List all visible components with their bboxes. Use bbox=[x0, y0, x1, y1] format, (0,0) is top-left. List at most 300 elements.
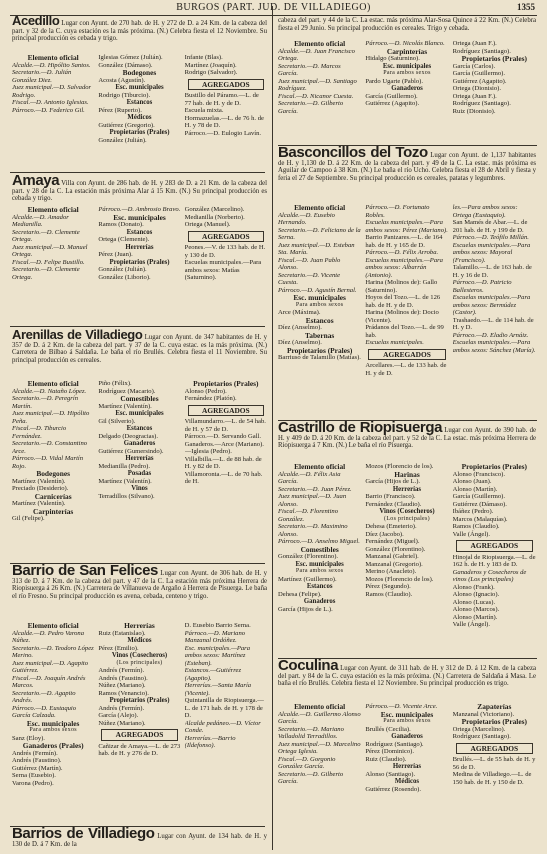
col-1 bbox=[278, 463, 361, 655]
entry-title: Arenillas de Villadiego bbox=[12, 327, 143, 342]
entry-intro: cabeza del part. y 44 de la C. La estac. más próxima Alar-Sosa Quince á 22 Km. (N.) Celebra fiesta el 29 Junio. Su principal producción es cereales. Trigo y cebada. bbox=[278, 17, 536, 32]
subheading: Elemento oficial bbox=[27, 380, 79, 388]
line: Martínez (Valentín). bbox=[12, 477, 66, 485]
line: Ortega (Juan F.). bbox=[452, 92, 497, 100]
line: Escuela mixta. bbox=[184, 107, 224, 114]
subheading: Esc. municipales bbox=[115, 410, 164, 417]
subheading: Esc. municipales bbox=[113, 212, 166, 222]
subheading: Estancos bbox=[126, 99, 153, 106]
line: Andrés (Fermín). bbox=[98, 704, 145, 712]
line: Alonso (Martín). bbox=[452, 485, 498, 493]
col-3 bbox=[453, 703, 536, 851]
col-2 bbox=[365, 40, 448, 142]
line: Secretario.—D. Juan Pérez. bbox=[278, 485, 352, 493]
line: Alonso (Santiago). bbox=[365, 770, 416, 778]
line: Fiscal.—D. Juan Pablo Alonso. bbox=[278, 256, 341, 271]
line: Rodrigo (Salvador). bbox=[184, 69, 238, 76]
line: Escuelas municipales.—Para ambos sexos: Mayoral (Francisco). bbox=[452, 241, 531, 264]
line: Pérez (Segundo). bbox=[365, 583, 411, 590]
line: Ganaderos y Cosecheros de vinos (Los principales) bbox=[452, 568, 527, 583]
line: Párroco.—D. Federico Gil. bbox=[12, 106, 85, 114]
coculina-columns bbox=[278, 703, 536, 851]
page-number: 1355 bbox=[517, 2, 535, 12]
subheading: Propietarios (Prales) bbox=[109, 697, 170, 704]
subheading: Herrerías bbox=[392, 485, 422, 493]
subheading: Carnicerías bbox=[34, 491, 72, 501]
entry-title: Basconcillos del Tozo bbox=[278, 144, 428, 161]
line: Preciado (Desiderio). bbox=[12, 485, 69, 492]
line: Gutiérrez (Martín). bbox=[12, 764, 63, 772]
line: Párroco.—D. Ambrosio Bravo. bbox=[98, 206, 181, 213]
line: Martínez (Valentín). bbox=[98, 477, 152, 485]
line: Fiscal.—D. Joaquín Andrés Marcos. bbox=[12, 674, 86, 689]
line: Manzanal (Gregorio). bbox=[365, 560, 423, 568]
line: Martínez (Valentín). bbox=[12, 500, 66, 507]
entry-san-felices bbox=[12, 562, 268, 600]
line: Alonso (Pedro). bbox=[184, 387, 227, 395]
entry-title: Acedillo bbox=[12, 13, 60, 28]
subheading: Zapaterías bbox=[477, 703, 512, 711]
line: Ortega (Clemente). bbox=[98, 236, 150, 243]
line: Hinojal de Riopisuerga.—L. de 162 h. de H. y 183 de D. bbox=[452, 553, 536, 568]
line: D. Eusebio Barrio Serna. bbox=[184, 622, 251, 629]
subheading: Bodegones bbox=[122, 68, 157, 77]
line: Párroco.—D. Nicolás Blanco. bbox=[365, 40, 445, 47]
line: Medianilla (Norberto). bbox=[184, 213, 245, 221]
subheading: Elemento oficial bbox=[27, 54, 79, 62]
line: Secretario.—D. Vicente Cuesta. bbox=[278, 271, 341, 286]
line: Fernández (Platón). bbox=[184, 395, 237, 402]
subheading: Médicos bbox=[394, 778, 420, 785]
line: Ruiz (Claudio). bbox=[365, 755, 407, 763]
subheading: Herrerías bbox=[125, 455, 154, 462]
subheading: Carpinterías bbox=[33, 506, 74, 516]
line: Ganaderos.—Arce (Mariano).—Iglesia (Pedro). bbox=[184, 440, 264, 455]
entry-amaya bbox=[12, 172, 267, 203]
subheading: Ganaderos bbox=[303, 598, 336, 605]
line: Ortega (Dionisio). bbox=[452, 85, 501, 92]
line: Ortega (Manuel). bbox=[184, 221, 231, 228]
entry-title: Barrio de San Felices bbox=[12, 562, 158, 579]
subheading: Elemento oficial bbox=[27, 206, 79, 214]
subheading: Vinos bbox=[131, 485, 148, 492]
line: Andrés (Faustino). bbox=[12, 757, 62, 764]
subheading: Ganaderos (Prales) bbox=[22, 741, 84, 750]
line: Andrés (Fermín). bbox=[98, 667, 145, 674]
subheading: Propietarios (Prales) bbox=[461, 54, 527, 63]
line: Alcalde.—D. Juan Francisco Ortega. bbox=[278, 47, 355, 62]
line: Fiscal.—D. Tiburcio Fernández. bbox=[12, 425, 67, 440]
line: Gutiérrez (Gumersindo). bbox=[98, 447, 164, 455]
line: Hoyos del Tozo.—L. de 126 hab. de H. y de D. bbox=[365, 294, 441, 309]
line: Ramos (Claudio). bbox=[452, 523, 500, 530]
line: González (Julián). bbox=[98, 266, 147, 273]
line: Fiscal.—D. Nicanor Cuesta. bbox=[278, 92, 354, 100]
line: Piño (Félix). bbox=[98, 380, 132, 387]
subheading: Ganaderos bbox=[391, 85, 423, 92]
line: Escuelas municipales.—Para ambos sexos: Albarrán (Antonio). bbox=[365, 256, 443, 279]
line: García (Hijos de L.). bbox=[365, 478, 421, 485]
subheading: Carpinterías bbox=[386, 46, 428, 56]
line: Merino (Anacleto). bbox=[365, 568, 417, 575]
col-2 bbox=[98, 54, 180, 169]
line: Brullés.—L. de 55 hab. de H. y 56 de D. bbox=[452, 756, 536, 771]
line: Ramos (Claudio). bbox=[365, 590, 413, 598]
line: Mozos (Florencio de los). bbox=[365, 575, 434, 583]
line: Ruiz (Estanislao). bbox=[98, 629, 146, 637]
col-1 bbox=[12, 380, 94, 560]
agregados-heading: AGREGADOS bbox=[101, 729, 177, 741]
column-divider bbox=[272, 6, 273, 850]
line: Fiscal.—D. Antonio Iglesias. bbox=[12, 99, 89, 106]
line: Secretario.—D. Teodoro López Merino. bbox=[12, 644, 94, 659]
subheading: Propietarios (Prales) bbox=[109, 129, 170, 136]
line: Alonso (Marcos). bbox=[452, 606, 500, 613]
entry-title: Castrillo de Riopisuerga bbox=[278, 419, 443, 436]
line: Mozos (Florencio de los). bbox=[365, 463, 434, 470]
line: Brullés (Cecilia). bbox=[365, 725, 411, 733]
subheading: Elemento oficial bbox=[294, 204, 346, 212]
line: Fiscal.—D. Florentino González. bbox=[278, 508, 339, 523]
subheading: Posadas bbox=[127, 470, 152, 477]
line: Rodríguez (Santiago). bbox=[452, 100, 511, 107]
line: Alcalde.—D. Nataño López. bbox=[12, 387, 87, 395]
subheading: Elemento oficial bbox=[294, 463, 346, 471]
line: Escuelas municipales.—Para ambos sexos: Matías (Saturnino). bbox=[184, 259, 262, 281]
subheading: Esc. municipales bbox=[380, 709, 434, 719]
agregados-heading: AGREGADOS bbox=[456, 540, 533, 552]
line: Párroco.—D. Patricio Ballesteros. bbox=[452, 279, 512, 294]
line: Medina de Villadiego.—L. de 150 hab. de H. y 150 de D. bbox=[452, 771, 532, 786]
line: Martínez (Valentín). bbox=[98, 402, 152, 410]
subheading: Herrerías bbox=[125, 243, 154, 251]
line: Gutiérrez (Gregorio). bbox=[98, 121, 155, 129]
col-1 bbox=[12, 622, 94, 824]
subheading: Bodegones bbox=[36, 469, 70, 478]
line: Juez municipal.—D. Santiago Rodríguez. bbox=[278, 77, 357, 92]
line: Arcellares.—L. de 133 hab. de H. y de D. bbox=[365, 362, 447, 377]
subheading: Harinas bbox=[394, 469, 420, 479]
arenillas-columns bbox=[12, 380, 267, 560]
subheading: Propietarios (Prales) bbox=[193, 380, 259, 388]
line: Párroco.—D. Agustín Bernal. bbox=[278, 286, 357, 294]
line: Fiscal.—D. Gorgonio González García. bbox=[278, 755, 336, 770]
line: Martínez (Joaquín). bbox=[184, 61, 237, 69]
line: Trashaedo.—L. de 114 hab. de H. y D. bbox=[452, 316, 534, 331]
col-1 bbox=[278, 40, 361, 142]
line: Juez municipal.—D. Hipólito Peña. bbox=[12, 410, 90, 425]
col-2 bbox=[98, 622, 180, 824]
line: Dehesa (Emeterio). bbox=[365, 523, 417, 530]
entry-barrios-villadiego bbox=[12, 825, 268, 848]
line: García (Guillermo). bbox=[365, 92, 418, 100]
line: Ramos (Venancio). bbox=[98, 689, 149, 697]
line: Ibáñez (Pedro). bbox=[452, 508, 494, 515]
line: Fiscal.—D. Felipe Bustillo. bbox=[12, 258, 85, 266]
line: Secretario.—D. Gilberto García. bbox=[278, 770, 344, 785]
line: Villamundarro.—L. de 54 hab. de H. y 57 de D. bbox=[184, 418, 266, 433]
line: Alcalde.—D. Hipólito Santos. bbox=[12, 61, 91, 69]
line: Quintanilla de Riopisuerga.—L. de 171 hab. de H. y 178 de D. bbox=[184, 697, 264, 719]
line: Párroco.—D. Eustaquio García Calzada. bbox=[12, 704, 77, 719]
line: Párroco.—D. Félix Arroba. bbox=[365, 249, 439, 256]
line: Díez (Anselmo). bbox=[278, 324, 322, 331]
amaya-columns bbox=[12, 206, 267, 324]
col-2 bbox=[98, 380, 180, 560]
line: Párroco.—D. Eladio Arnáiz. bbox=[452, 331, 529, 339]
line: Sanz (Eloy). bbox=[12, 734, 45, 742]
line: Escuelas municipales.—Para ambos sexos: Sánchez (María). bbox=[452, 339, 536, 354]
line: Andrés (Fermín). bbox=[12, 749, 58, 757]
line: Fernández (Miguel). bbox=[365, 538, 420, 545]
col-3 bbox=[453, 204, 536, 416]
line: Alcalde.—D. Amador Medianilla. bbox=[12, 213, 69, 228]
line: San Mamés de Abar.—L. de 201 hab. de H. y 199 de D. bbox=[452, 219, 528, 234]
line: Juez municipal.—D. Agapito Gutiérrez. bbox=[12, 659, 89, 674]
line: Andrés (Faustino). bbox=[98, 674, 148, 682]
line: Párroco.—D. Vidal Martín Rojo. bbox=[12, 455, 84, 470]
line: Harina (Molinos de): Docio (Vicente). bbox=[365, 309, 439, 324]
line: García (Guillermo). bbox=[452, 493, 506, 500]
entry-intro: Lugar con Ayunt. de 311 hab. de H. y 312 de D. á 12 Km. de la cabeza del part. y 84 de la C. cuya estación es la más próxima. (N.) Carretera de Saldaña á Masa. Le baña el río Brullés. Celebra fiesta el 12 Noviembre. Su principal producción es trigo. bbox=[278, 665, 536, 688]
subheading: Elemento oficial bbox=[294, 703, 346, 711]
line: Párroco.—D. Anselmo Miguel. bbox=[278, 538, 360, 545]
line: Barrio Panizares.—L. de 164 hab. de H. y 165 de D. bbox=[365, 234, 443, 249]
line: Valle (Ángel). bbox=[452, 530, 491, 538]
line: Infante (Blas). bbox=[184, 54, 223, 61]
subheading: Elemento oficial bbox=[294, 40, 346, 48]
col-3 bbox=[185, 380, 267, 560]
line: Varona (Pedro). bbox=[12, 779, 54, 787]
subheading: Propietarios (Prales) bbox=[286, 345, 353, 355]
line: Villalbilla.—L. de 88 hab. de H. y 82 de D. bbox=[184, 455, 262, 470]
entry-intro: Lugar con Ayunt. de 347 habitantes de H. y 357 de D. á 2 Km. de la cabeza del part. y 37 de la C. cuya estac. es la más próxima. (N.) Carretera de Bilbao á Saldaña. Le baña el río Brullés. Celebra fiesta el 11 Noviembre. Su principal producción es cereales. bbox=[12, 334, 268, 364]
agregados-heading: AGREGADOS bbox=[188, 405, 264, 417]
subheading: Comestibles bbox=[300, 544, 339, 554]
line: Secretario.—D. Clemente Ortega. bbox=[12, 228, 80, 243]
line: Alonso (Francisco). bbox=[452, 470, 506, 478]
header-rule bbox=[10, 15, 537, 16]
subheading: Esc. municipales bbox=[26, 718, 80, 728]
line: Talamillo.—L. de 163 hab. de H. y 16 de D. bbox=[452, 264, 532, 279]
col-1 bbox=[12, 206, 94, 324]
entry-intro: Lugar con Ayunt. de 306 hab. de H. y 313 de D. á 7 Km. de la cabeza del part. y 47 de la C. La estación más próxima Herrera de Riopisuerga á 26 Km. (N.) Carretera de Villanueva de Argaño á Herrera de Pisuerga. Le baña el río Fresno. Su principal producción es avena, cebada, centeno y trigo. bbox=[12, 570, 268, 600]
line: Secretario.—D. Agapito Andrés. bbox=[12, 689, 76, 704]
subheading: Propietarios (Prales) bbox=[461, 717, 527, 726]
line: Fernández (Claudio). bbox=[365, 500, 422, 508]
acedillo-columns bbox=[12, 54, 267, 169]
line: Alonso (Juan). bbox=[452, 478, 492, 485]
line: Iglesias Gómez (Julián). bbox=[98, 54, 163, 61]
line: Harina (Molinos de): Gallo (Saturnino). bbox=[365, 279, 438, 294]
line: Secretario.—D. Peregrín Martín. bbox=[12, 395, 78, 410]
line: Secretario.—D. Constantino Arce. bbox=[12, 440, 88, 455]
agregados-heading: AGREGADOS bbox=[368, 349, 445, 361]
line: Díez (Jacobo). bbox=[365, 530, 404, 538]
line: Manzanal (Victoriano). bbox=[452, 710, 515, 718]
running-title: BURGOS (PART. JUD. DE VILLADIEGO) bbox=[176, 2, 371, 13]
line: (Los principales) bbox=[116, 659, 163, 666]
col-3 bbox=[453, 463, 536, 655]
entry-intro: Lugar con Ayunt. de 270 hab. de H. y 272 de D. a 24 Km. de la cabeza del part. y 32 de la C. cuya estación es la más próxima. (N.) Celebra fiesta el 12 Noviembre. Su principal producción es cebada y trigo. bbox=[12, 20, 267, 43]
line: Acosta (Agustín). bbox=[98, 76, 146, 84]
line: Secretario.—D. Clemente Ortega. bbox=[12, 266, 80, 281]
col-2 bbox=[365, 463, 448, 655]
entry-intro: Lugar con Ayunt. de 1,137 habitantes de H. y 1,130 de D. á 22 Km. de la cabeza del part. y 49 de la C. La estac. más próxima es Aguilar de Campoo á 38 Km. (N.) Le baña el río Ucho. Celebra fiesta el 28 de Abril y fiesta y feria el 27 de Septiembre. Su principal producción es cereales, patatas y legumbres. bbox=[278, 152, 536, 182]
page-header bbox=[0, 2, 547, 16]
line: Herrerías.—Santa María (Vicente). bbox=[184, 682, 252, 697]
line: les.—Para ambos sexos: Ortega (Eustaquio). bbox=[452, 204, 518, 219]
col-1 bbox=[12, 54, 94, 169]
entry-basconcillos bbox=[278, 144, 536, 182]
subheading: Herrerías bbox=[392, 763, 422, 770]
line: Para ambos sexos bbox=[29, 727, 77, 733]
line: Alonso (Frank). bbox=[452, 583, 495, 591]
subheading: Médicos bbox=[127, 637, 152, 644]
subheading: Elemento oficial bbox=[27, 622, 79, 630]
line: Párroco.—D. Eulogio Lavín. bbox=[184, 129, 262, 137]
line: Rodríguez (Macario). bbox=[98, 387, 156, 395]
col-2 bbox=[365, 204, 448, 416]
subheading: Ganaderos bbox=[391, 733, 423, 740]
subheading: Esc. municipales bbox=[295, 560, 344, 568]
line: Ruiz (Dionisio). bbox=[452, 107, 496, 115]
line: González (Dámaso). bbox=[98, 61, 153, 69]
line: González (Marcelino). bbox=[184, 206, 245, 213]
line: Ortega (Juan F.). bbox=[452, 40, 497, 47]
col-2 bbox=[98, 206, 180, 324]
line: Gutiérrez (Dámaso). bbox=[452, 500, 507, 508]
line: Alcalde.—D. Pedro Varona Núñez. bbox=[12, 629, 85, 644]
line: Estancos.—Gutiérrez (Agapito). bbox=[184, 667, 242, 682]
line: Manzanal (Gabriel). bbox=[365, 553, 419, 560]
line: Pérez (Juan). bbox=[98, 251, 133, 258]
subheading: Propietarios (Prales) bbox=[109, 258, 170, 266]
line: Cañizar de Amaya.—L. de 273 hab. de H. y 276 de D. bbox=[98, 742, 181, 757]
castrillo-columns bbox=[278, 463, 536, 655]
line: Párroco.—D. Vicente Arce. bbox=[365, 703, 438, 710]
entry-intro: Lugar con Ayunt. de 390 hab. de H. y 409 de D. á 20 Km. de la cabeza del part. y 52 de la C. La estac. más próxima Herrera de Riopisuerga á 7 Km. (N.) Le baña el río Pisuerga. bbox=[278, 427, 537, 450]
line: Para ambos sexos bbox=[295, 301, 344, 308]
line: Secretario.—D. Julián González Diez. bbox=[12, 69, 72, 84]
entry-castrillo bbox=[278, 419, 537, 450]
line: Bustillo del Páramo.—L. de 77 hab. de H. y de D. bbox=[184, 92, 259, 107]
subheading: Propietarios (Prales) bbox=[461, 463, 527, 471]
subheading: Esc. municipales bbox=[293, 293, 346, 302]
col-1 bbox=[278, 204, 361, 416]
line: Secretario.—D. Feliciano de la Serna. bbox=[278, 226, 361, 241]
entry-title: Barrios de Villadiego bbox=[12, 825, 155, 842]
subheading: Médicos bbox=[127, 114, 152, 121]
line: Gil (Silverio). bbox=[98, 417, 136, 425]
col-3 bbox=[185, 622, 267, 824]
col-3 bbox=[453, 40, 536, 142]
line: González (Florentino). bbox=[365, 545, 426, 553]
line: Escuelas municipales. bbox=[365, 339, 424, 346]
line: Alonso (Martín). bbox=[452, 613, 498, 621]
col-2 bbox=[365, 703, 448, 851]
line: Pérez (Dominico). bbox=[365, 748, 415, 755]
subheading: Herrerías bbox=[124, 622, 155, 630]
entry-continuation bbox=[278, 17, 536, 32]
line: Gutiérrez (Rosendo). bbox=[365, 785, 421, 793]
line: García (Hijos de L.). bbox=[278, 605, 333, 613]
line: Pérez (Emilio). bbox=[98, 644, 139, 652]
line: Ortega (Marcelino). bbox=[452, 725, 506, 733]
san-felices-columns bbox=[12, 622, 267, 824]
line: Hormazuelas.—L. de 76 h. de H. y 78 de D. bbox=[184, 114, 264, 129]
agregados-heading: AGREGADOS bbox=[188, 231, 264, 243]
continuation-columns bbox=[278, 40, 536, 142]
line: González (Florentino). bbox=[278, 553, 339, 560]
line: Párroco.—D. Fortunato Robles. bbox=[365, 204, 430, 219]
col-1 bbox=[278, 703, 361, 851]
subheading: Estancos bbox=[305, 315, 334, 325]
line: Gil (Felipe). bbox=[12, 515, 45, 522]
line: Secretario.—D. Gilberto García. bbox=[278, 100, 344, 115]
line: Para ambos sexos bbox=[383, 70, 431, 76]
line: Terradillos (Silvano). bbox=[98, 492, 155, 500]
line: Hidalgo (Saturnino). bbox=[365, 55, 420, 62]
line: Párroco.—D. Servando Gall. bbox=[184, 433, 262, 440]
line: Secretario.—D. Mariano Valladolid Terradillos. bbox=[278, 725, 344, 740]
line: Secretario.—D. Marcos García. bbox=[278, 62, 341, 77]
entry-intro: Villa con Ayunt. de 286 hab. de H. y 283 de D. a 21 Km. de la cabeza del part. y 28 de la C. La estación más próxima Alar á 15 Km. (N.) Su principal producción es cebada y trigo. bbox=[12, 180, 267, 203]
line: Escuelas municipales.—Para ambos sexos: Pérez (Mariano). bbox=[365, 219, 448, 234]
basconcillos-columns bbox=[278, 204, 536, 416]
col-3 bbox=[185, 206, 267, 324]
entry-acedillo bbox=[12, 13, 267, 43]
line: Rodríguez (Santiago). bbox=[452, 733, 511, 740]
line: (Los principales) bbox=[384, 515, 430, 522]
line: Delgado (Deogracias). bbox=[98, 432, 159, 440]
line: Valle (Ángel). bbox=[452, 621, 491, 628]
line: Ramos (Donato). bbox=[98, 221, 144, 228]
line: Juez municipal.—D. Marcelino Ortega Iglesia. bbox=[278, 740, 361, 755]
line: Serna (Eusebio). bbox=[12, 772, 56, 779]
entry-coculina bbox=[278, 657, 536, 688]
subheading: Tabernas bbox=[305, 330, 335, 340]
line: Alcalde pedáneo.—D. Víctor Conde. bbox=[184, 719, 261, 734]
line: Alonso (Ignacio). bbox=[452, 591, 500, 598]
entry-arenillas bbox=[12, 327, 268, 364]
line: Díez (Anselmo). bbox=[278, 339, 322, 346]
line: Prádanos del Tozo.—L. de 99 hab. bbox=[365, 324, 444, 339]
line: Arce (Máxima). bbox=[278, 309, 321, 316]
subheading: Esc. municipales bbox=[115, 84, 164, 91]
entry-title: Coculina bbox=[278, 657, 339, 674]
subheading: Vinos (Cosecheros) bbox=[379, 508, 435, 515]
line: Pardo Ugarte (Pablo). bbox=[365, 77, 424, 85]
line: Gutiérrez (Agapito). bbox=[452, 77, 507, 85]
line: Rodrigo (Tiburcio). bbox=[98, 91, 151, 99]
agregados-heading: AGREGADOS bbox=[456, 743, 533, 755]
line: García (Carlos). bbox=[452, 62, 496, 70]
line: García (Guillermo). bbox=[452, 70, 506, 77]
line: Peones.—V. de 133 hab. de H. y 130 de D. bbox=[184, 244, 266, 259]
line: Villamoronta.—L. de 70 hab. de H. bbox=[184, 470, 263, 485]
line: Barrio (Francisco). bbox=[365, 493, 416, 500]
line: Rodríguez (Santiago). bbox=[452, 47, 511, 55]
line: Barriuso de Talamillo (Matías). bbox=[278, 354, 361, 361]
col-3 bbox=[185, 54, 267, 169]
line: Núñez (Mariano). bbox=[98, 682, 146, 689]
line: Pérez (Ruperto). bbox=[98, 106, 142, 114]
line: Párroco.—D. Teófilo Millán. bbox=[452, 234, 529, 241]
line: Alcalde.—D. Guillermo Alonso García. bbox=[278, 710, 361, 725]
subheading: Estancos bbox=[126, 228, 153, 236]
subheading: Estancos bbox=[126, 425, 153, 432]
